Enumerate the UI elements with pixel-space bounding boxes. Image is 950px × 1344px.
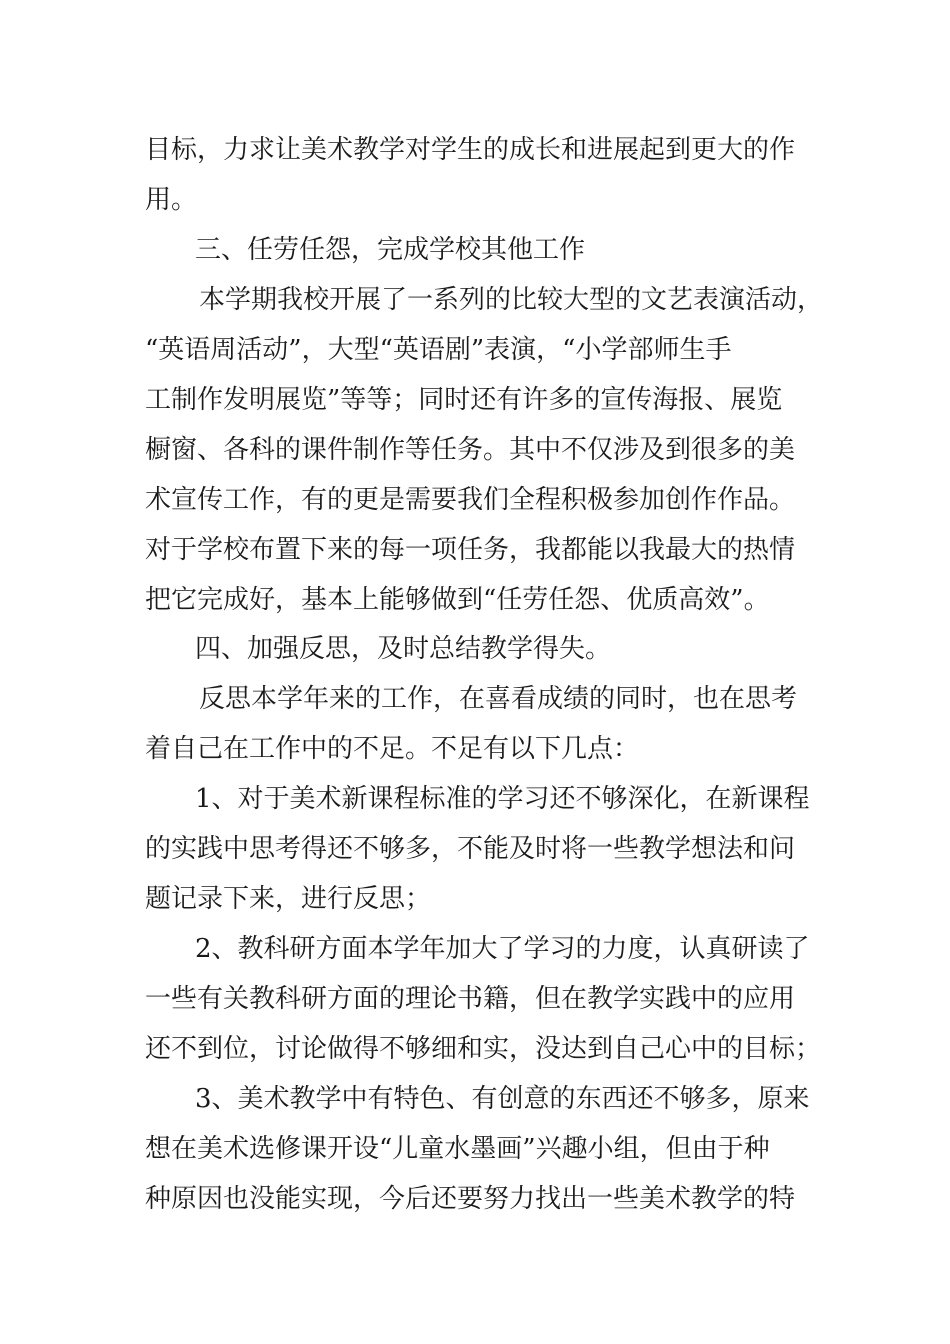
- section-heading: 三、任劳任怨，完成学校其他工作: [195, 235, 586, 265]
- section-heading: 四、加强反思，及时总结教学得失。: [195, 634, 612, 664]
- text-line: 题记录下来，进行反思；: [145, 884, 432, 914]
- list-item-first-line: 1、对于美术新课程标准的学习还不够深化，在新课程: [195, 784, 810, 814]
- text-line: 一些有关教科研方面的理论书籍，但在教学实践中的应用: [145, 984, 796, 1014]
- list-item-first-line: 3、美术教学中有特色、有创意的东西还不够多，原来: [195, 1084, 810, 1114]
- text-line: 的实践中思考得还不够多，不能及时将一些教学想法和问: [145, 834, 796, 864]
- text-line: 工制作发明展览”等等；同时还有许多的宣传海报、展览: [145, 385, 783, 415]
- text-line: 种原因也没能实现，今后还要努力找出一些美术教学的特: [145, 1184, 796, 1214]
- text-line: 术宣传工作，有的更是需要我们全程积极参加创作作品。: [145, 485, 796, 515]
- list-item-first-line: 2、教科研方面本学年加大了学习的力度，认真研读了: [195, 934, 810, 964]
- paragraph-first-line: 本学期我校开展了一系列的比较大型的文艺表演活动，: [199, 285, 824, 315]
- text-line: 橱窗、各科的课件制作等任务。其中不仅涉及到很多的美: [145, 435, 796, 465]
- text-line: 对于学校布置下来的每一项任务，我都能以我最大的热情: [145, 535, 796, 565]
- text-line: 目标，力求让美术教学对学生的成长和进展起到更大的作: [145, 135, 796, 165]
- text-line: 把它完成好，基本上能够做到“任劳任怨、优质高效”。: [145, 585, 770, 615]
- text-line: 还不到位，讨论做得不够细和实，没达到自己心中的目标；: [145, 1034, 822, 1064]
- paragraph-first-line: 反思本学年来的工作，在喜看成绩的同时，也在思考: [199, 684, 798, 714]
- text-line: “英语周活动”，大型“英语剧”表演，“小学部师生手: [145, 335, 732, 365]
- text-line: 着自己在工作中的不足。不足有以下几点：: [145, 734, 640, 764]
- text-line: 想在美术选修课开设“儿童水墨画”兴趣小组，但由于种: [145, 1134, 770, 1164]
- text-line: 用。: [145, 185, 198, 215]
